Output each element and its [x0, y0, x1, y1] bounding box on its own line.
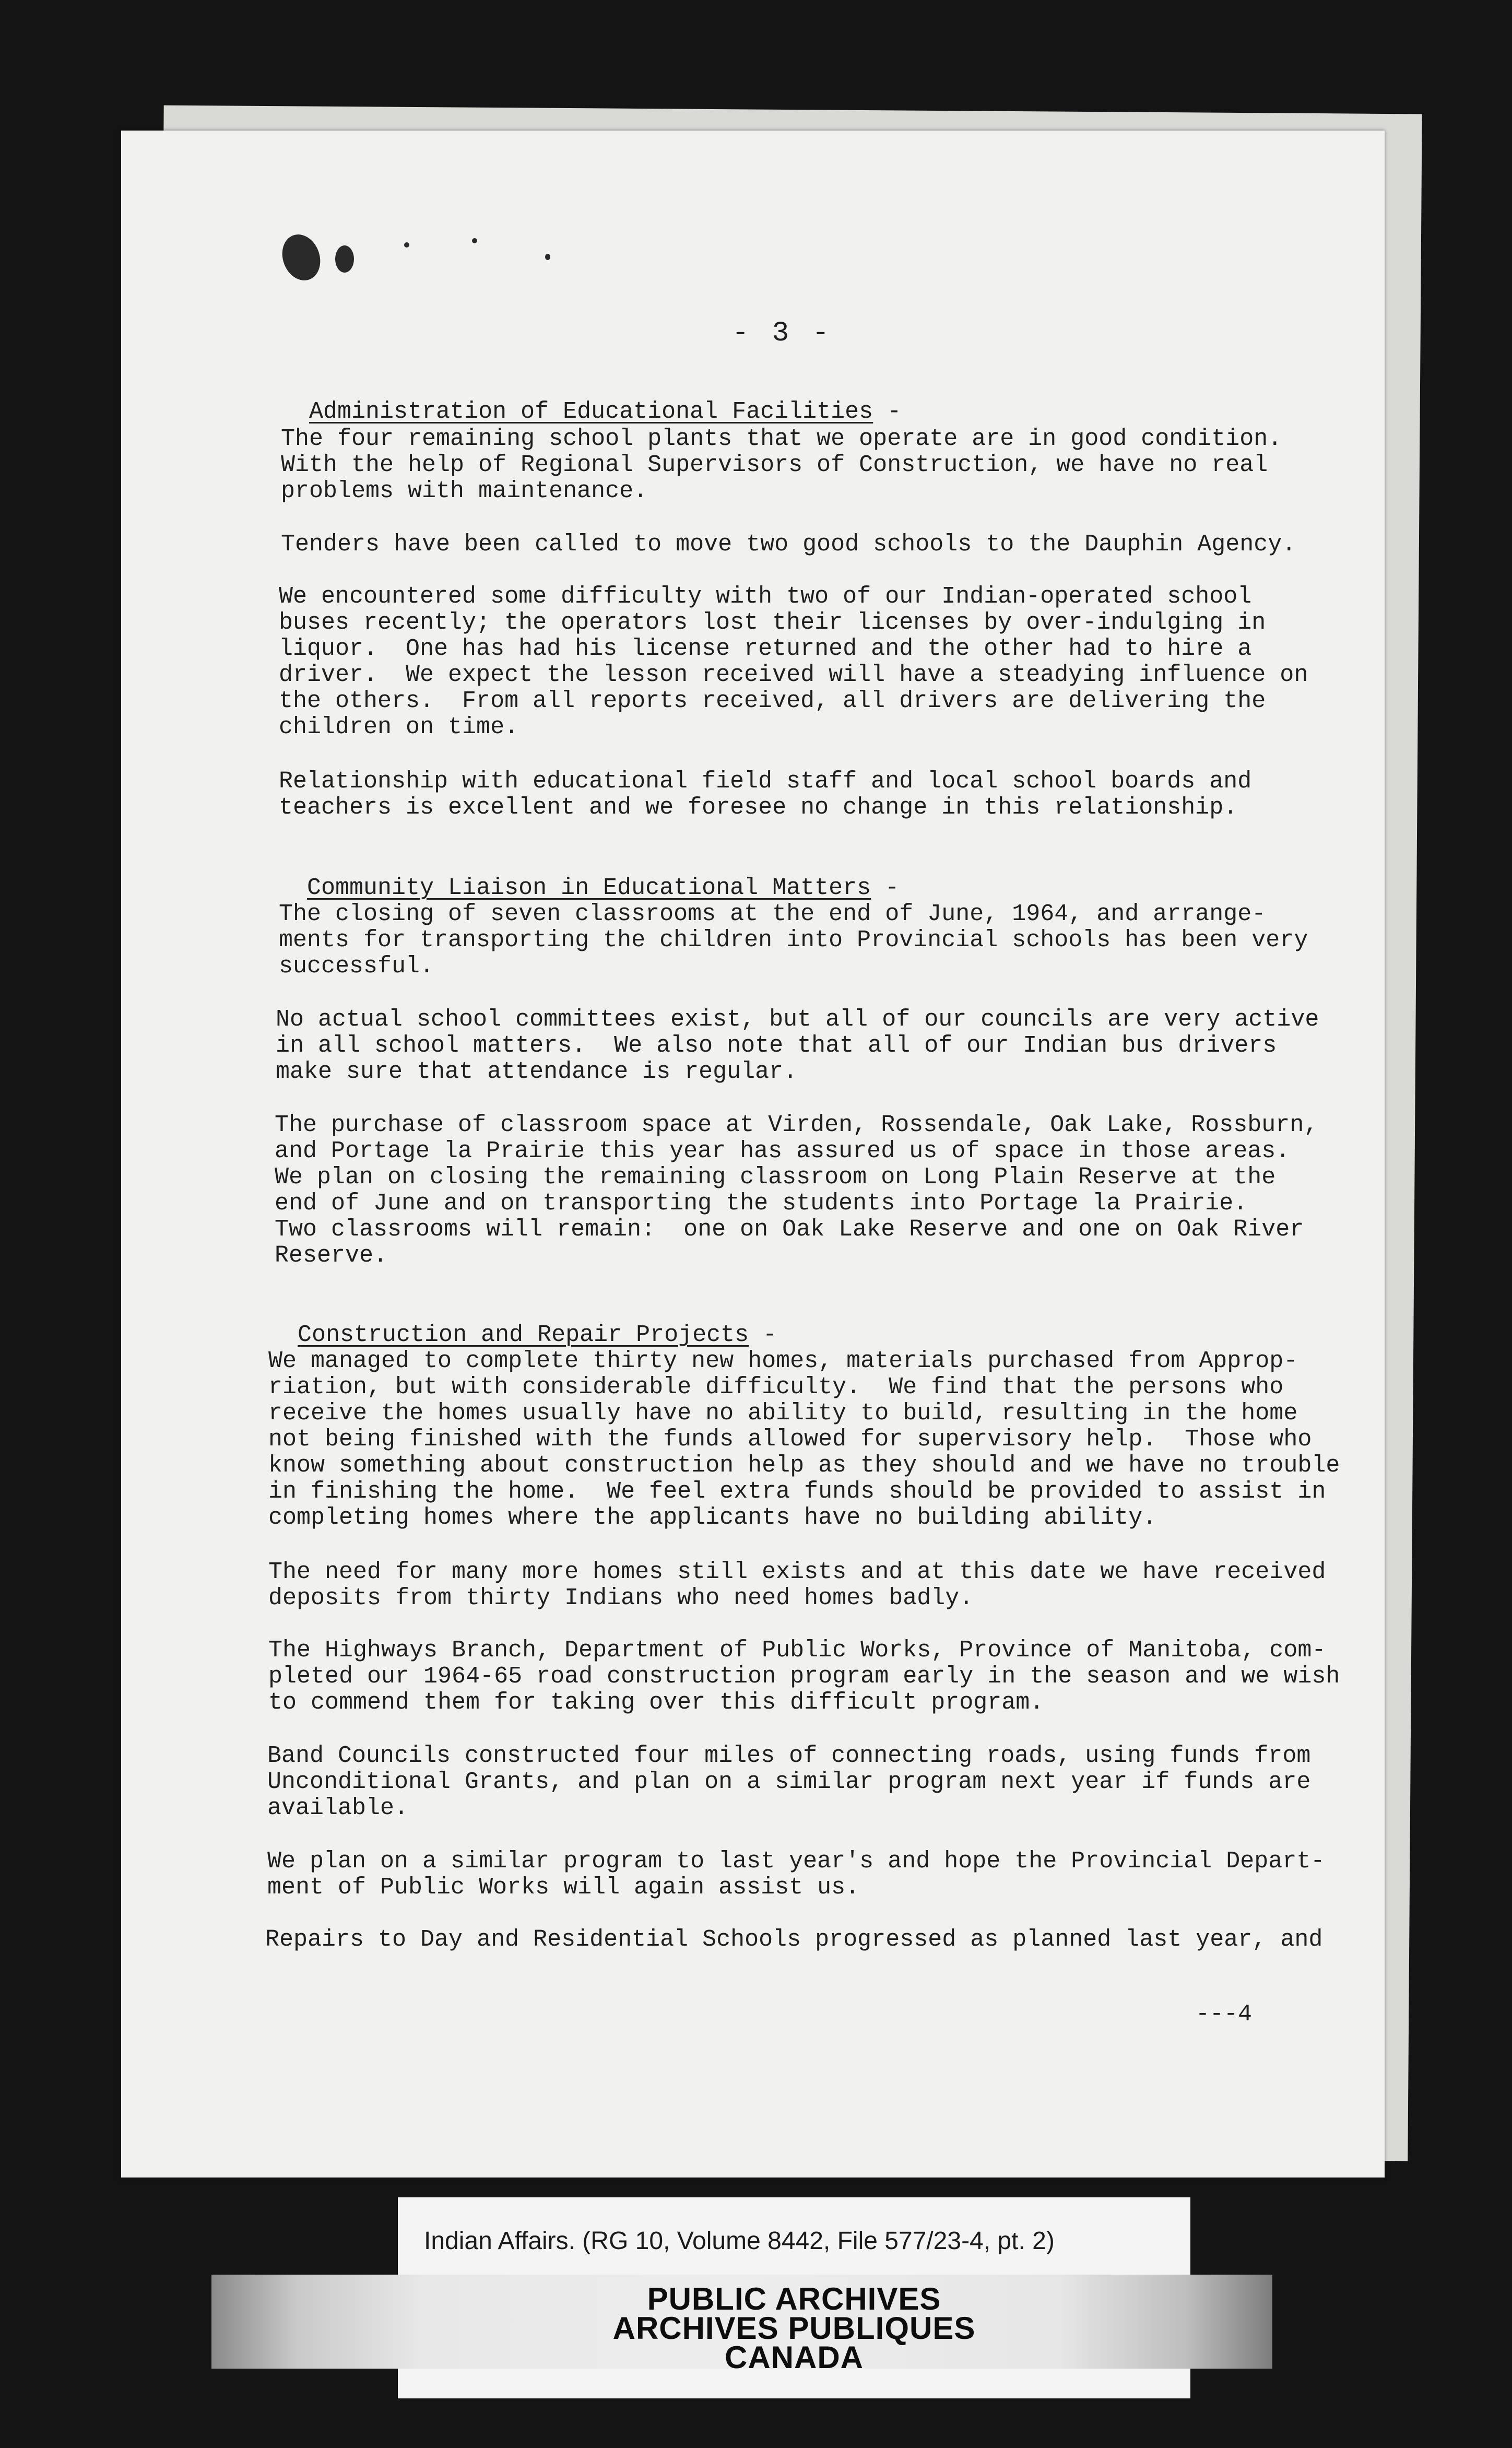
page-number: - 3 -	[732, 317, 833, 349]
paragraph: Relationship with educational field staff and local school boards and teachers is excellent and we foresee no change in this relationship.	[279, 768, 1252, 821]
heading-dash: -	[749, 1322, 777, 1348]
ink-smudge	[545, 254, 550, 260]
paragraph: We plan on a similar program to last year's and hope the Provincial Depart- ment of Public Works will again assist us.	[267, 1848, 1325, 1901]
section-heading	[281, 372, 901, 425]
paragraph: Band Councils constructed four miles of connecting roads, using funds from Unconditional Grants, and plan on a similar program next year if funds are available.	[267, 1743, 1311, 1821]
paragraph: The purchase of classroom space at Virden, Rossendale, Oak Lake, Rossburn, and Portage la Prairie this year has assured us of space in those areas. We plan on closing the remaining classroom on Long Plain Reserve at the end of June and on transporting the students into Portage la Prairie. Two classrooms will remain: one on Oak Lake Reserve and one on Oak River Reserve.	[275, 1112, 1318, 1269]
paragraph: Repairs to Day and Residential Schools progressed as planned last year, and	[265, 1926, 1323, 1953]
ink-smudge	[404, 242, 409, 248]
section-heading-text: Administration of Educational Facilities	[309, 398, 873, 425]
paragraph: Tenders have been called to move two good schools to the Dauphin Agency.	[281, 531, 1296, 558]
source-citation: Indian Affairs. (RG 10, Volume 8442, File 577/23-4, pt. 2)	[424, 2227, 1055, 2255]
section-heading	[279, 848, 899, 901]
heading-dash: -	[871, 875, 900, 901]
archive-stamp-line1: PUBLIC ARCHIVES	[647, 2281, 941, 2316]
paragraph: We managed to complete thirty new homes, materials purchased from Approp- riation, but with considerable difficulty. We find that the persons who receive the homes usually have no ability to build, resulting in the home not being finished with the funds allowed for supervisory help. Those who know something about construction help as they should and we have no trouble in finishing the home. We feel extra funds should be provided to assist in completing homes where the applicants have no building ability.	[268, 1348, 1340, 1531]
paragraph: The four remaining school plants that we operate are in good condition. With the help of Regional Supervisors of Construction, we have no real problems with maintenance.	[281, 426, 1282, 504]
ink-smudge	[276, 229, 327, 286]
paragraph: The closing of seven classrooms at the end of June, 1964, and arrange- ments for transporting the children into Provincial schools has been very successful.	[279, 901, 1308, 980]
paragraph: We encountered some difficulty with two of our Indian-operated school buses recently; the operators lost their licenses by over-indulging in liquor. One has had his license returned and the other had to hire a driver. We expect the lesson received will have a steadying influence on the others. From all reports received, all drivers are delivering the children on time.	[279, 583, 1308, 740]
heading-dash: -	[873, 398, 902, 425]
paragraph: No actual school committees exist, but all of our councils are very active in all school matters. We also note that all of our Indian bus drivers make sure that attendance is regular.	[276, 1006, 1319, 1085]
archive-stamp-line3: CANADA	[725, 2340, 864, 2375]
section-heading	[269, 1295, 777, 1348]
section-heading-text: Construction and Repair Projects	[298, 1322, 749, 1348]
archive-stamp-line2: ARCHIVES PUBLIQUES	[612, 2311, 976, 2346]
section-heading-text: Community Liaison in Educational Matters	[307, 875, 871, 901]
paragraph: The Highways Branch, Department of Public Works, Province of Manitoba, com- pleted our 1964-65 road construction program early in the season and we wish to commend them for taking over this difficult program.	[268, 1637, 1340, 1716]
paragraph: The need for many more homes still exists and at this date we have received deposits from thirty Indians who need homes badly.	[268, 1559, 1326, 1611]
ink-smudge	[472, 238, 477, 243]
continuation-marker: ---4	[1196, 2001, 1253, 2028]
ink-smudge	[335, 245, 354, 273]
